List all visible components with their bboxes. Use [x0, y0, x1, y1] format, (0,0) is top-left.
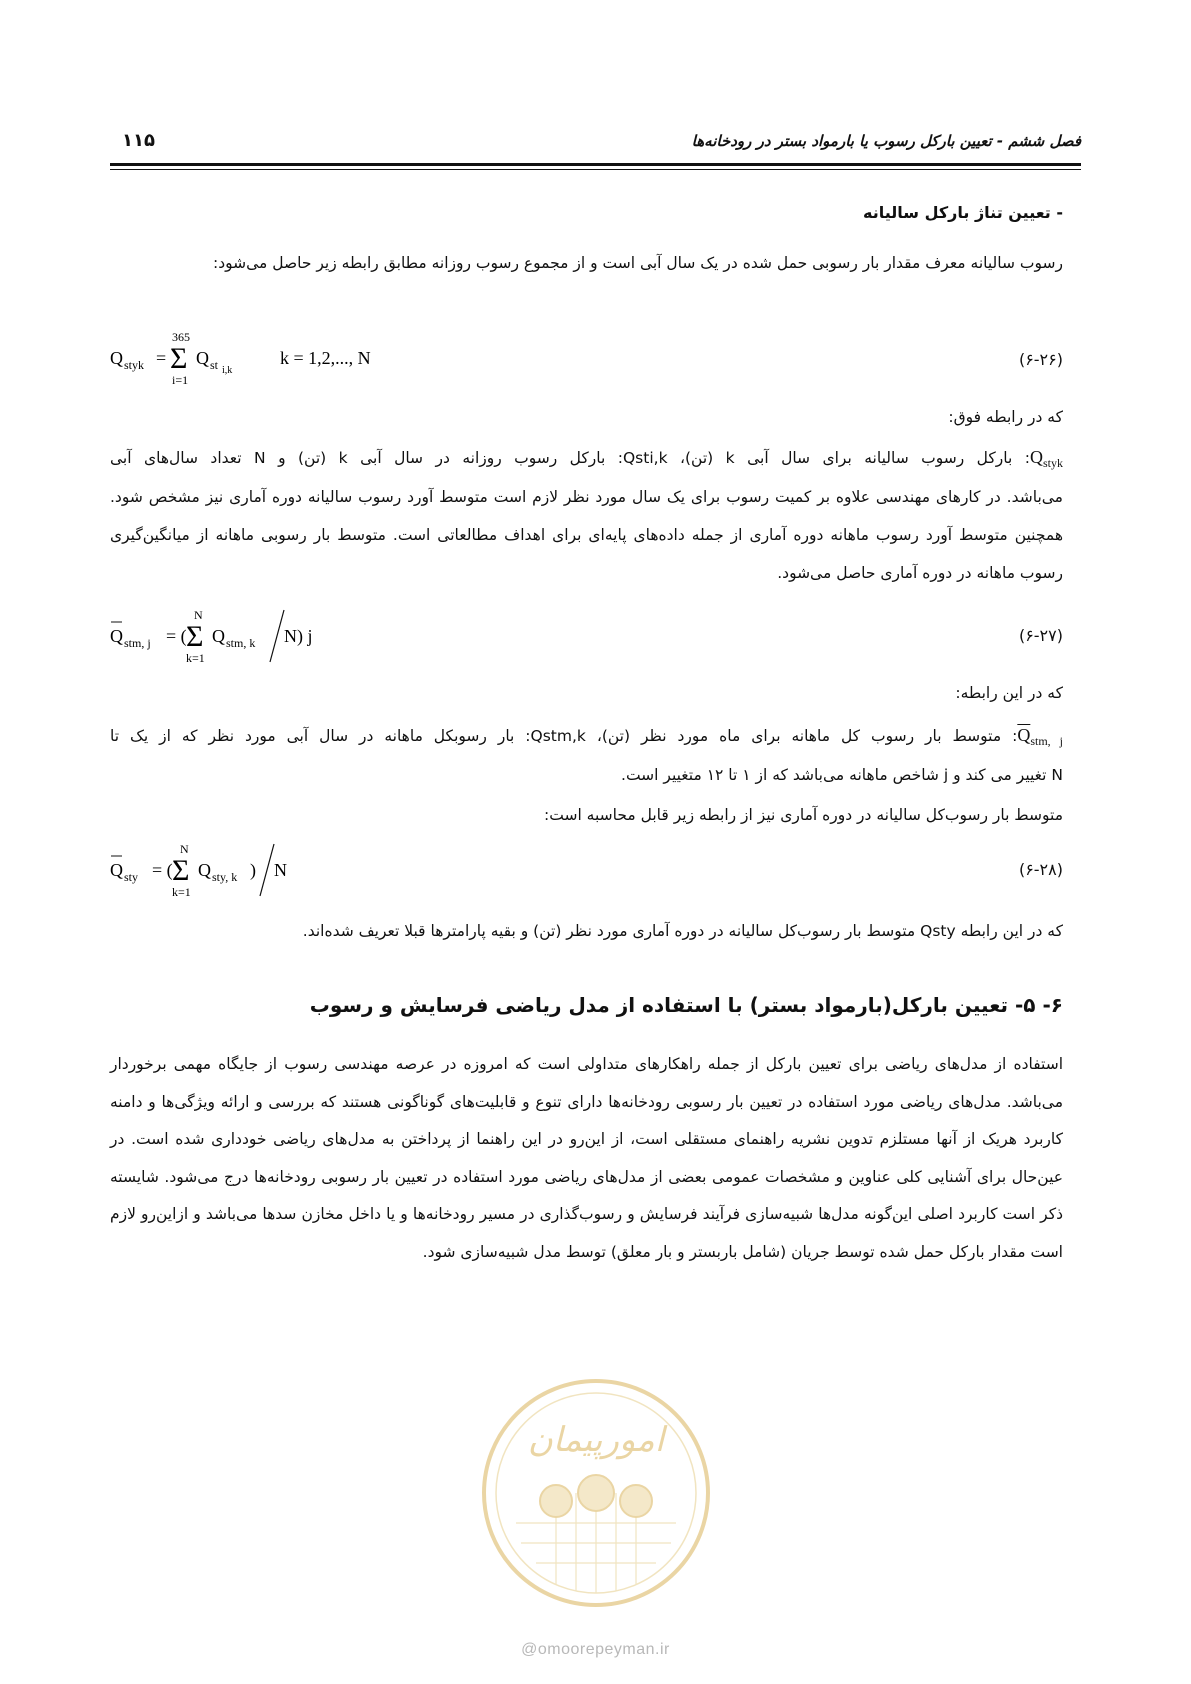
eq27-lhs: Q	[110, 626, 123, 646]
eq27-tail: N) j	[284, 626, 313, 646]
sigma-symbol: Σ	[170, 342, 188, 375]
sigma-symbol: Σ	[172, 854, 190, 887]
eq26-term-subsub: i,k	[222, 365, 233, 376]
eq27-term: Q	[212, 626, 225, 646]
definition-eq27	[110, 716, 1063, 760]
page-number: ۱۱۵	[122, 130, 155, 151]
definition-eq27-line2: N تغییر می کند و j شاخص ماهانه می‌باشد که از ۱ تا ۱۲ متغییر است.	[621, 766, 1063, 784]
watermark-logo	[476, 1373, 716, 1613]
chapter-title: فصل ششم - تعیین بارکل رسوب یا بارمواد بستر در رودخانه‌ها	[691, 132, 1081, 150]
eq26-lhs-sub: styk	[124, 358, 145, 372]
eq26-term-sub: st	[210, 358, 219, 372]
svg-text:= (: = (	[152, 860, 173, 880]
svg-text:): )	[250, 860, 256, 880]
eq27-sum-bottom: k=1	[186, 651, 205, 665]
after-eq26: که در رابطه فوق:	[948, 408, 1063, 426]
eq28-sum-top: N	[180, 842, 189, 856]
eq27-term-sub: stm, k	[226, 636, 256, 650]
eq28-term-sub: sty, k	[212, 870, 238, 884]
equation-6-27	[110, 604, 1063, 674]
def27-symbol: Q	[1017, 725, 1031, 745]
eq26-sum-bottom: i=1	[172, 373, 189, 387]
section-body: استفاده از مدل‌های ریاضی برای تعیین بارکل از جمله راهکارهای متداولی است که امروزه در عرصه مهندسی رسوب از جایگاه مهمی برخوردار می‌باشد. مدل‌های ریاضی مورد استفاده در تعیین بار رسوبی رودخانه‌ها دارای تنوع و قابلیت‌های گوناگونی هستند که بررسی و ارائه ویژگی‌ها و دامنه کاربرد هریک از آنها مستلزم تدوین نشریه راهنمای مستقلی است، از این‌رو در این راهنما از پرداختن به مدل‌های ریاضی خودداری شده است. در عین‌حال برای آشنایی کلی عناوین و مشخصات عمومی بعضی از مدل‌های ریاضی مورد استفاده در تعیین بار رسوبی رودخانه‌ها درج می‌شود. شایسته ذکر است کاربرد اصلی این‌گونه مدل‌ها شبیه‌سازی فرآیند فرسایش و رسوب‌گذاری در مسیر رودخانه‌ها و یا داخل مخازن سدها می‌باشد و ازاین‌رو لازم است مقدار بارکل حمل شده توسط جریان (شامل باربستر و بار معلق) توسط مدل شبیه‌سازی شود.	[110, 1055, 1063, 1261]
eq26-sum-top: 365	[172, 330, 190, 344]
equation-28-formula	[110, 838, 510, 908]
header-rule-thin	[110, 169, 1081, 170]
definition-eq27-line3: متوسط بار رسوب‌کل سالیانه در دوره آماری نیز از رابطه زیر قابل محاسبه است:	[544, 806, 1063, 824]
division-slash	[270, 610, 284, 662]
watermark-logo-text: امورپیمان	[527, 1420, 665, 1460]
after-eq27: که در این رابطه:	[955, 684, 1063, 702]
definition-eq26	[110, 438, 1063, 482]
equation-6-28	[110, 838, 1063, 908]
eq26-lhs: Q	[110, 348, 123, 368]
section-heading: ۶- ۵- تعیین بارکل(بارمواد بستر) با استفاده از مدل ریاضی فرسایش و رسوب	[309, 993, 1063, 1017]
after-eq28: که در این رابطه Qsty متوسط بار رسوب‌کل سالیانه در دوره آماری مورد نظر (تن) و بقیه پارامترها قبلا تعریف شده‌اند.	[302, 922, 1063, 940]
svg-text:= (: = (	[166, 626, 187, 646]
eq26-term: Q	[196, 348, 209, 368]
equation-27-formula	[110, 604, 510, 674]
division-slash	[260, 844, 274, 896]
intro-paragraph: رسوب سالیانه معرف مقدار بار رسوبی حمل شده در یک سال آبی است و از مجموع رسوب روزانه مطابق رابطه زیر حاصل می‌شود:	[212, 254, 1063, 272]
def26-symbol: Q	[1029, 447, 1043, 467]
watermark-site: @omoorepeyman.ir	[521, 1641, 670, 1658]
eq27-lhs-sub: stm, j	[124, 636, 151, 650]
def26-symbol-sub: styk	[1042, 456, 1063, 470]
eq26-range: k = 1,2,..., N	[280, 348, 371, 368]
equation-number: (۶-۲۸)	[1018, 860, 1063, 879]
running-header	[110, 128, 1081, 164]
equation-6-26	[110, 328, 1063, 398]
eq28-sum-bottom: k=1	[172, 885, 191, 899]
equation-number: (۶-۲۶)	[1018, 350, 1063, 369]
eq28-lhs: Q	[110, 860, 123, 880]
equation-26-formula	[110, 328, 510, 398]
header-rule-thick	[110, 163, 1081, 166]
subsection-heading: - تعیین تناژ بارکل سالیانه	[863, 203, 1063, 222]
eq28-tail: N	[274, 860, 287, 880]
eq27-sum-top: N	[194, 608, 203, 622]
definition-eq26-continued: می‌باشد. در کارهای مهندسی علاوه بر کمیت رسوب برای یک سال مورد نظر لازم است متوسط آورد رسوب سالیانه دوره آماری نیز مشخص شود. همچنین متوسط آورد رسوب ماهانه دوره آماری از جمله داده‌های پایه‌ای برای اهداف مطالعاتی است. متوسط بار رسوبی ماهانه از میانگین‌گیری رسوب ماهانه در دوره آماری حاصل می‌شود.	[110, 488, 1063, 582]
def27-symbol-sub: stm, j	[1030, 734, 1064, 748]
svg-text:=: =	[156, 348, 167, 368]
eq28-term: Q	[198, 860, 211, 880]
sigma-symbol: Σ	[186, 620, 204, 653]
def27-text: : متوسط بار رسوب کل ماهانه برای ماه مورد نظر (تن)، Qstm,k: بار رسوبکل ماهانه در سال آبی مورد نظر که از یک تا	[110, 727, 1018, 745]
equation-number: (۶-۲۷)	[1018, 626, 1063, 645]
def26-text: : بارکل رسوب سالیانه برای سال آبی k (تن)، Qsti,k: بارکل رسوب روزانه در سال آبی k (تن) و N تعداد سال‌های آبی	[110, 449, 1030, 467]
eq28-lhs-sub: sty	[124, 870, 139, 884]
